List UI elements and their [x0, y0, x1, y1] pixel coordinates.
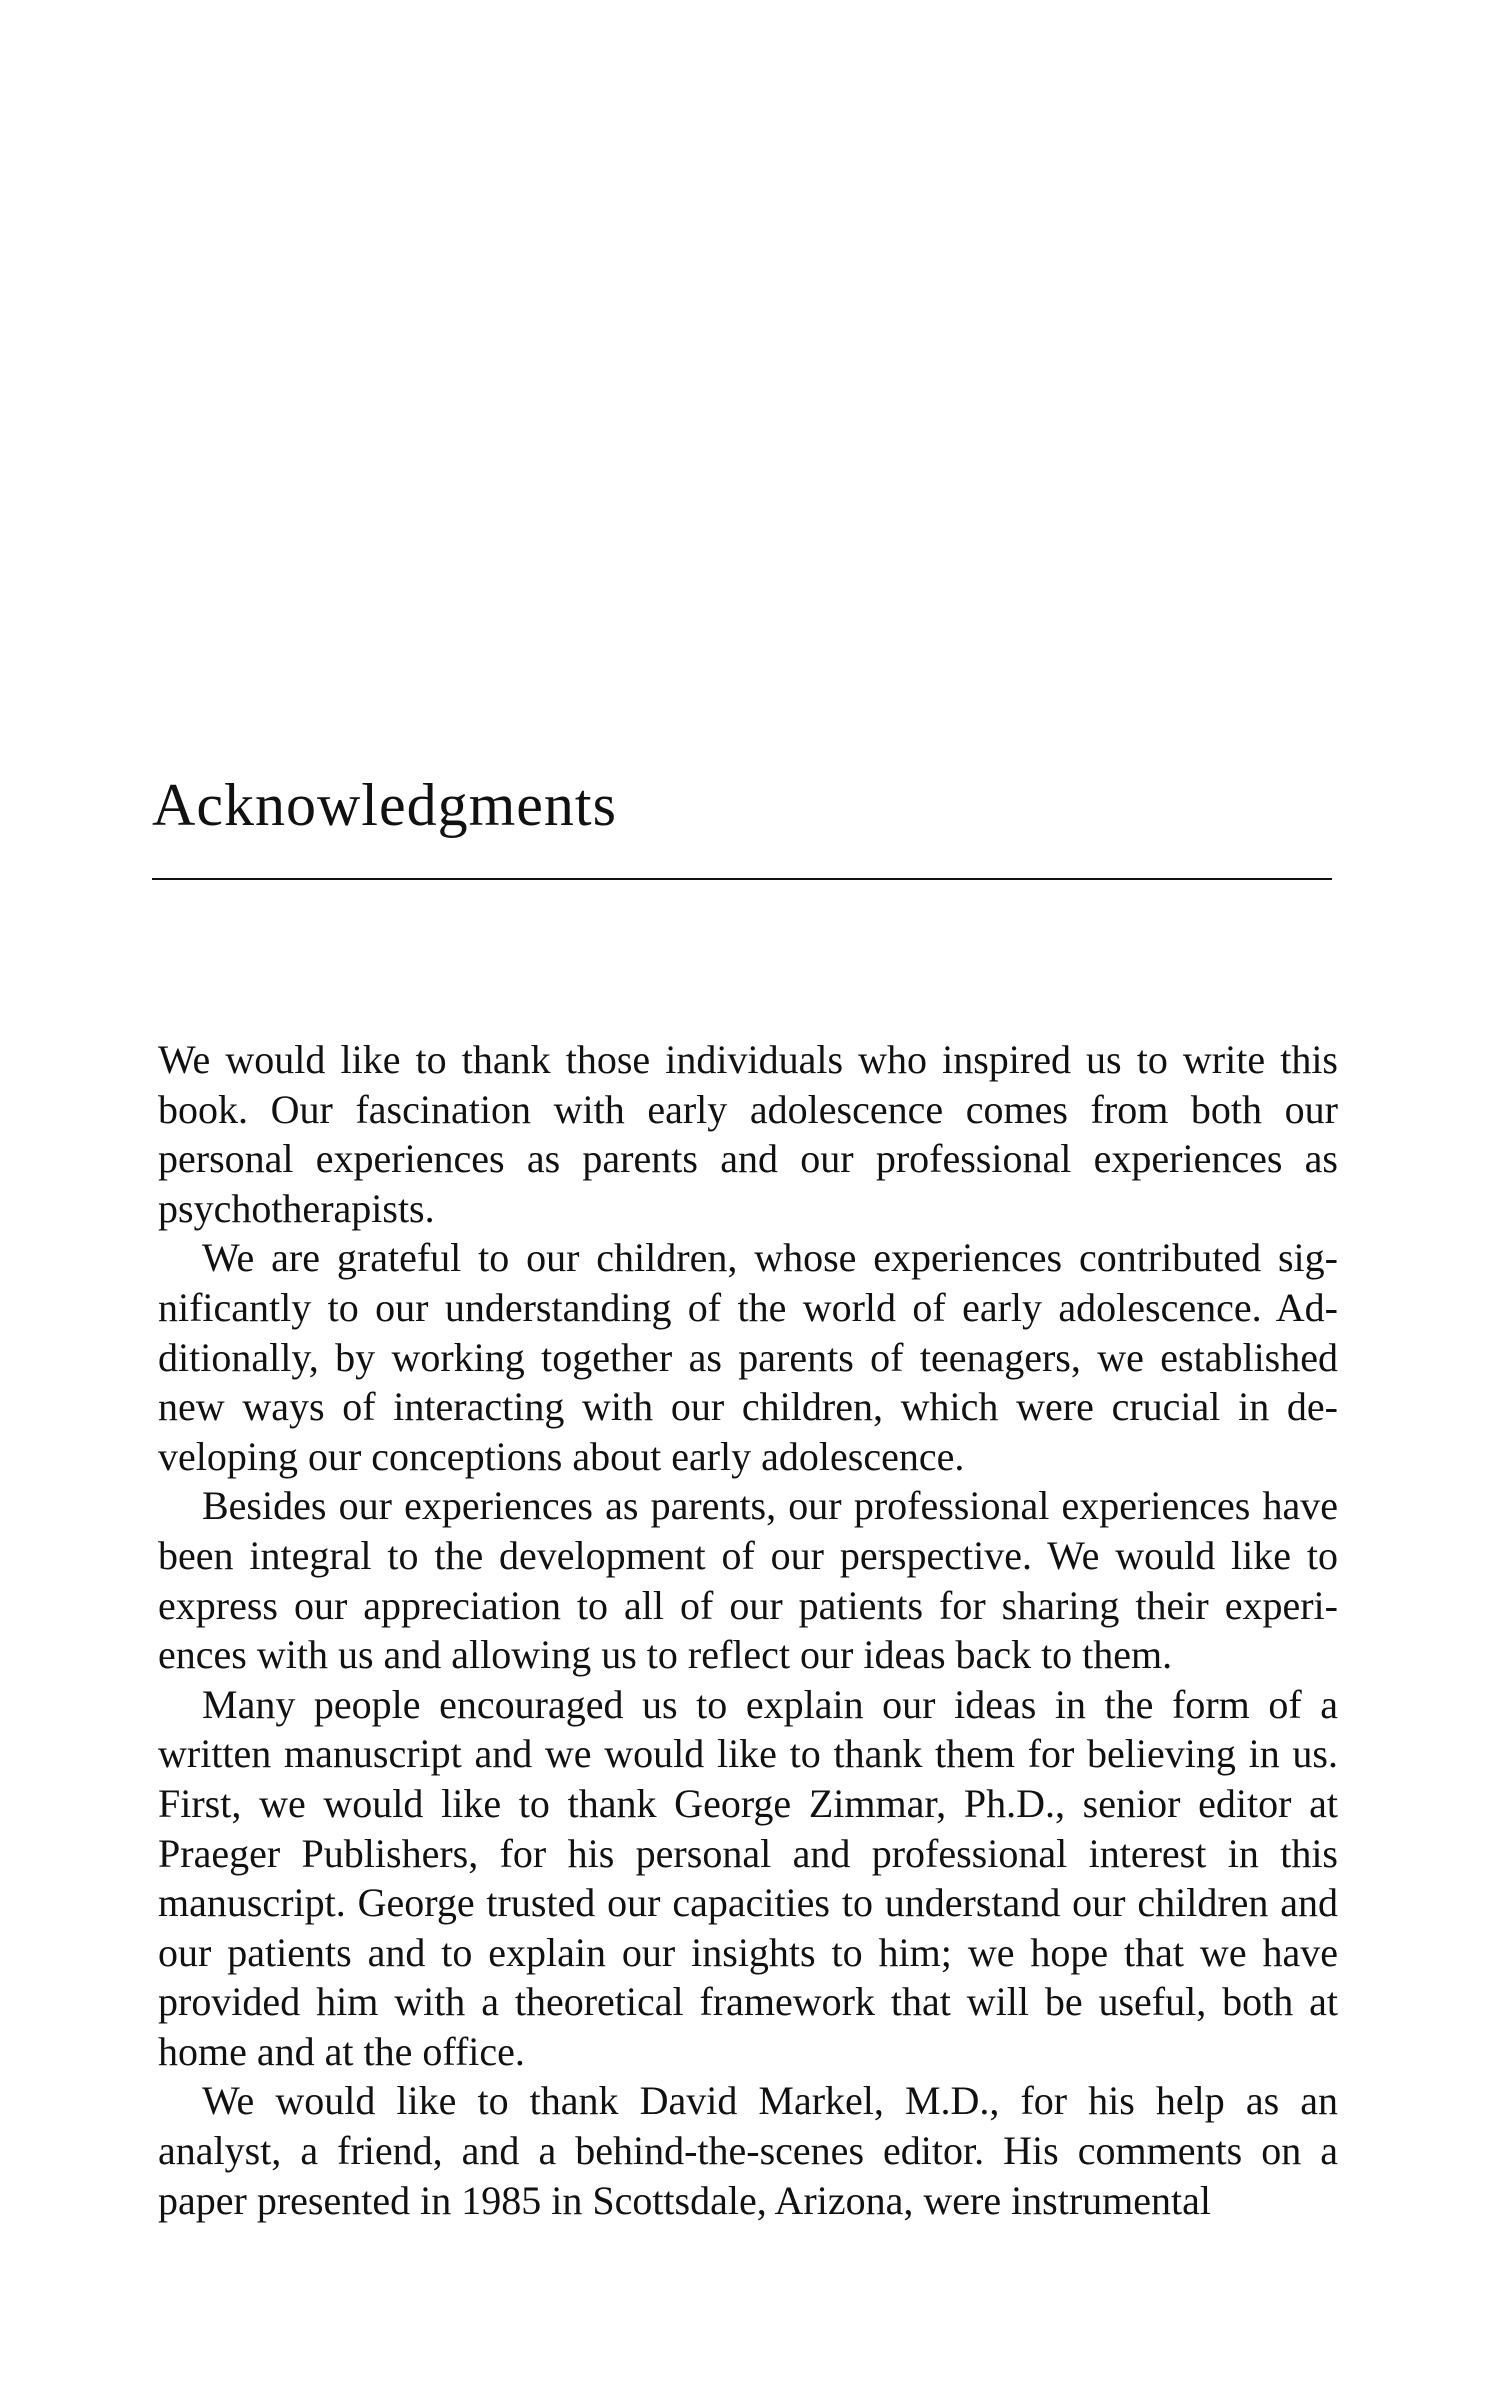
paragraph-4: Many people encouraged us to explain our ideas in the form of a written manuscript and we would like to thank them for believing in us. First, we would like to thank George Zimmar, Ph.D., senior editor at Praeger Publishers, for his personal and professional interest in this manuscript. George trusted our capacities to understand our children and our patients and to explain our insights to him; we hope that we have provided him with a theoretical framework that will be useful, both at home and at the office.: [158, 1681, 1338, 2074]
paragraph-1: We would like to thank those individuals who inspired us to write this book. Our fascination with early adolescence comes from both our personal experiences as parents and our professional experiences as psychotherapists.: [158, 1037, 1338, 1231]
paragraph-5: We would like to thank David Markel, M.D., for his help as an analyst, a friend, and a behind-the-scenes editor. His comments on a paper presented in 1985 in Scottsdale, Arizona, were instrumental: [158, 2078, 1338, 2223]
acknowledgments-body: [158, 1035, 1338, 2225]
paragraph-3: Besides our experiences as parents, our professional experiences have been integral to the development of our perspective. We would like to express our appreciation to all of our patients for sharing their experiences with us and allowing us to reflect our ideas back to them.: [158, 1483, 1338, 1678]
heading-rule: [152, 878, 1332, 880]
chapter-heading: Acknowledgments: [152, 772, 617, 838]
paragraph-2: We are grateful to our children, whose experiences contributed significantly to our understanding of the world of early adolescence. Additionally, by working together as parents of teenagers, we established new ways of interacting with our children, which were crucial in developing our conceptions about early adolescence.: [158, 1235, 1338, 1479]
